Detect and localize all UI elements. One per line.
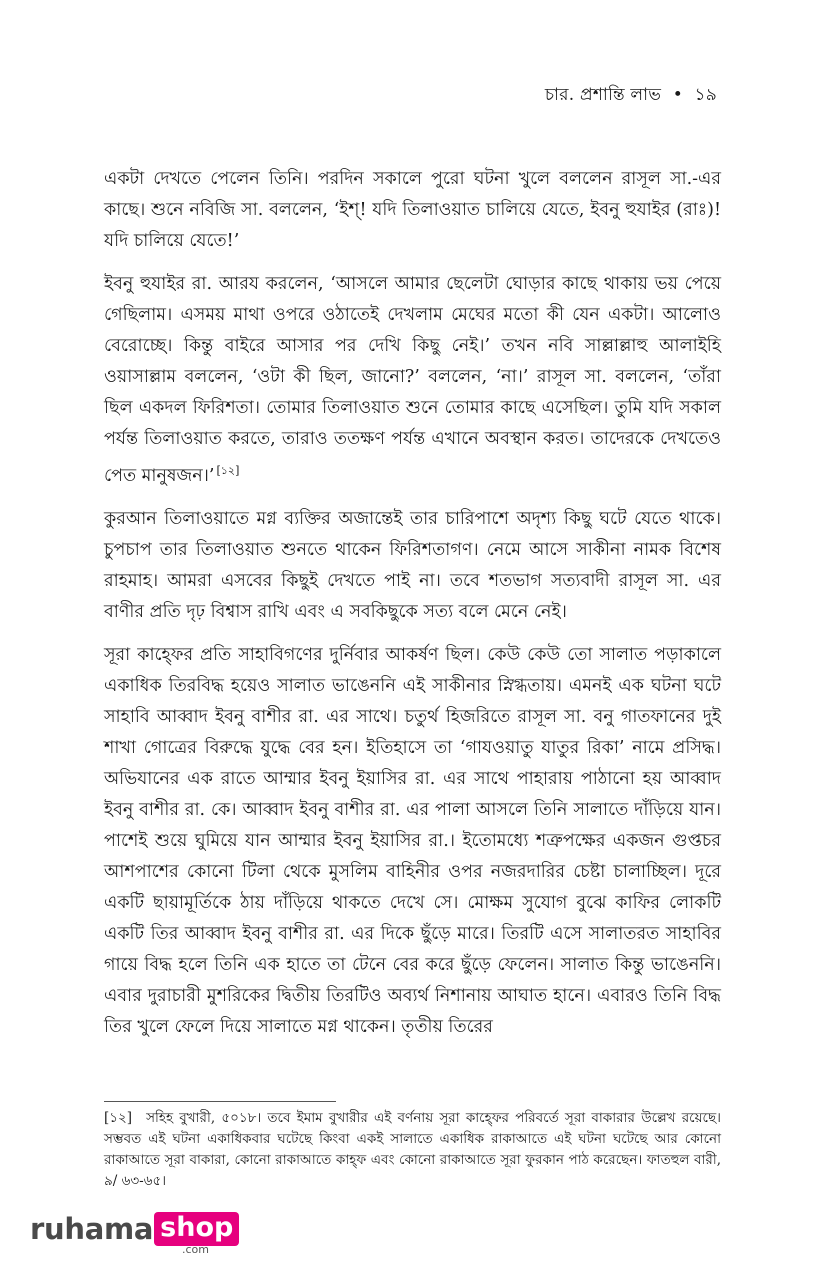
- running-header: [545, 82, 717, 110]
- paragraph-2-text: ইবনু হুযাইর রা. আরয করলেন, ‘আসলে আমার ছেলেটা ঘোড়ার কাছে থাকায় ভয় পেয়ে গেছিলাম। এসময় মাথা ওপরে ওঠাতেই দেখলাম মেঘের মতো কী যেন একটা। আলোও বেরোচ্ছে। কিন্তু বাইরে আসার পর দেখি কিছু নেই।’ তখন নবি সাল্লাল্লাহু আলাইহি ওয়াসাল্লাম বললেন, ‘ওটা কী ছিল, জানো?’ বললেন, ‘না।’ রাসূল সা. বললেন, ‘তাঁরা ছিল একদল ফিরিশতা। তোমার তিলাওয়াত শুনে তোমার কাছে এসেছিল। তুমি যদি সকাল পর্যন্ত তিলাওয়াত করতে, তারাও ততক্ষণ পর্যন্ত এখানে অবস্থান করত। তাদেরকে দেখতেও পেত মানুষজন।’: [104, 274, 721, 486]
- main-text: [104, 164, 721, 1055]
- chapter-title: চার. প্রশান্তি লাভ: [544, 85, 662, 105]
- paragraph-1: একটা দেখতে পেলেন তিনি। পরদিন সকালে পুরো ঘটনা খুলে বললেন রাসূল সা.-এর কাছে। শুনে নবিজি সা. বললেন, ‘ইশ্! যদি তিলাওয়াত চালিয়ে যেতে, ইবনু হুযাইর (রাঃ)! যদি চালিয়ে যেতে!’: [104, 169, 721, 251]
- header-separator: •: [672, 85, 683, 105]
- paragraph-4: সূরা কাহ্ফের প্রতি সাহাবিগণের দুর্নিবার আকর্ষণ ছিল। কেউ কেউ তো সালাত পড়াকালে একাধিক তিরবিদ্ধ হয়েও সালাত ভাঙেননি এই সাকীনার স্নিগ্ধতায়। এমনই এক ঘটনা ঘটে সাহাবি আব্বাদ ইবনু বাশীর রা. এর সাথে। চতুর্থ হিজরিতে রাসূল সা. বনু গাতফানের দুই শাখা গোত্রের বিরুদ্ধে যুদ্ধে বের হন। ইতিহাসে তা ‘গাযওয়াতু যাতুর রিকা’ নামে প্রসিদ্ধ। অভিযানের এক রাতে আম্মার ইবনু ইয়াসির রা. এর সাথে পাহারায় পাঠানো হয় আব্বাদ ইবনু বাশীর রা. কে। আব্বাদ ইবনু বাশীর রা. এর পালা আসলে তিনি সালাতে দাঁড়িয়ে যান। পাশেই শুয়ে ঘুমিয়ে যান আম্মার ইবনু ইয়াসির রা.। ইতোমধ্যে শত্রুপক্ষের একজন গুপ্তচর আশপাশের কোনো টিলা থেকে মুসলিম বাহিনীর ওপর নজরদারির চেষ্টা চালাচ্ছিল। দূরে একটি ছায়ামূর্তিকে ঠায় দাঁড়িয়ে থাকতে দেখে সে। মোক্ষম সুযোগ বুঝে কাফির লোকটি একটি তির আব্বাদ ইবনু বাশীর রা. এর দিকে ছুঁড়ে মারে। তিরটি এসে সালাতরত সাহাবির গায়ে বিদ্ধ হলে তিনি এক হাতে তা টেনে বের করে ছুঁড়ে ফেলেন। সালাত কিন্তু ভাঙেননি। এবার দুরাচারী মুশরিকের দ্বিতীয় তিরটিও অব্যর্থ নিশানায় আঘাত হানে। এবারও তিনি বিদ্ধ তির খুলে ফেলে দিয়ে সালাতে মগ্ন থাকেন। তৃতীয় তিরের: [104, 645, 721, 1037]
- footnote-marker: [১২]: [104, 1110, 133, 1126]
- logo-com-text: .com: [182, 1243, 209, 1256]
- footnote-text: সহিহ বুখারী, ৫০১৮। তবে ইমাম বুখারীর এই বর্ণনায় সূরা কাহ্ফের পরিবর্তে সূরা বাকারার উল্লেখ রয়েছে। সম্ভবত এই ঘটনা একাধিকবার ঘটেছে কিংবা একই সালাতে একাধিক রাকাআতে এই ঘটনা ঘটেছে আর কোনো রাকাআতে সূরা বাকারা, কোনো রাকাআতে কাহ্ফ এবং কোনো রাকাআতে সূরা ফুরকান পাঠ করেছেন। ফাতহুল বারী, ৯/ ৬৩-৬৫।: [104, 1110, 721, 1189]
- footnote-reference[interactable]: [১২]: [216, 464, 240, 477]
- page-number: ১৯: [694, 85, 717, 105]
- logo-ruhama-text: ruhama: [30, 1212, 154, 1246]
- publisher-logo: [30, 1212, 239, 1256]
- footnote-divider: [104, 1101, 336, 1102]
- logo-shop-badge: shop: [154, 1212, 239, 1246]
- footnote: [104, 1108, 721, 1192]
- paragraph-2: [104, 269, 721, 492]
- paragraph-3: কুরআন তিলাওয়াতে মগ্ন ব্যক্তির অজান্তেই তার চারিপাশে অদৃশ্য কিছু ঘটে যেতে থাকে। চুপচাপ তার তিলাওয়াত শুনতে থাকেন ফিরিশতাগণ। নেমে আসে সাকীনা নামক বিশেষ রাহমাহ। আমরা এসবের কিছুই দেখতে পাই না। তবে শতভাগ সত্যবাদী রাসূল সা. এর বাণীর প্রতি দৃঢ় বিশ্বাস রাখি এবং এ সবকিছুকে সত্য বলে মেনে নেই।: [104, 509, 721, 622]
